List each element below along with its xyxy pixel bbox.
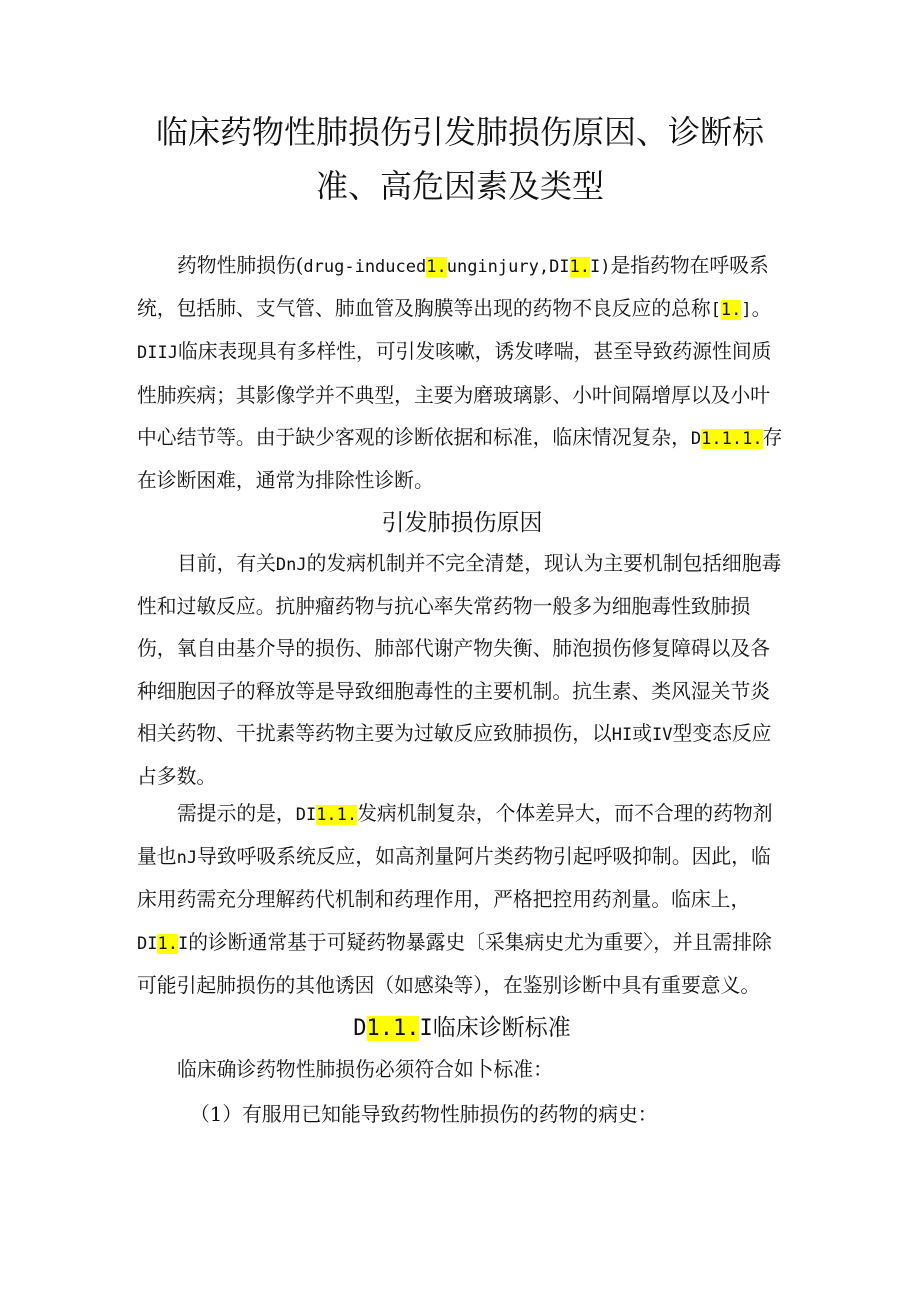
text-run: nJ (176, 848, 198, 869)
text-run: 存在诊断困难，通常为排除性诊断。 (137, 425, 783, 493)
highlighted-ref: 1.1. (366, 1016, 420, 1041)
text-run: 临床表现具有多样性，可引发咳嗽，诱发哮喘，甚至导致药源性间质性肺疾病；其影像学并不典型，主要为磨玻璃影、小叶间隔增厚以及小叶中心结节等。由于缺少客观的诊断依据和标准，临床情况复杂， (137, 340, 772, 449)
text-run: ] (741, 300, 752, 321)
text-run: 的发病机制并不完全清楚，现认为主要机制包括细胞毒性和过敏反应。抗肿瘤药物与抗心率失常药物一般多为细胞毒性致肺损伤，氧自由基介导的损伤、肺部代谢产物失衡、肺泡损伤修复障碍以及各种细胞因子的释放等是导致细胞毒性的主要机制。抗生素、类风湿关节炎相关药物、干扰素等药物主要为过敏反应致肺损伤，以 (137, 552, 782, 745)
text-run: 需提示的是， (177, 802, 296, 825)
text-run: 的诊断通常基于可疑药物暴露史〔采集病史尤为重要〉，并且需排除可能引起肺损伤的其他诱因（如感染等），在鉴别诊断中具有重要意义。 (137, 930, 772, 997)
text-run: DI (137, 933, 158, 954)
text-run: 临床诊断标准 (432, 1015, 571, 1041)
text-run: D (353, 1016, 367, 1041)
highlighted-ref: 1. (720, 300, 742, 321)
document-title: 临床药物性肺损伤引发肺损伤原因、诊断标准、高危因素及类型 (155, 113, 764, 205)
highlighted-ref: 1. (426, 257, 447, 277)
diagnosis-intro: 临床确诊药物性肺损伤必须符合如卜标准： (177, 1058, 553, 1081)
highlighted-ref: 1.1. (316, 805, 358, 825)
highlighted-ref: 1. (157, 933, 178, 954)
text-run: [ (710, 300, 721, 321)
text-run: 或 (632, 721, 653, 745)
text-run: 是指药物在呼吸系统，包括肺、支气管、肺血管及胸膜等出现的药物不良反应的总称 (137, 254, 769, 321)
criterion-item-1: （1）有服用已知能导致药物性肺损伤的药物的病史： (190, 1103, 658, 1126)
text-run: HI (611, 724, 633, 745)
causes-paragraph-1 (137, 543, 787, 798)
text-run: 目前，有关 (177, 552, 276, 575)
text-run: I) (590, 257, 611, 277)
text-run: drug-induced (303, 257, 427, 277)
intro-paragraph (137, 245, 787, 502)
text-run: IV (652, 724, 673, 745)
text-run: 。 (751, 297, 772, 321)
causes-paragraph-2 (137, 793, 787, 1007)
text-run: DnJ (275, 555, 307, 575)
text-run: 发病机制复杂，个体差异大，而不合理的药物剂量也 (137, 802, 773, 869)
text-run: 导致呼吸系统反应，如高剂量阿片类药物引起呼吸抑制。因此，临床用药需充分理解药代机制和药理作用，严格把控用药剂量。临床上， (137, 845, 771, 912)
text-run: DI (295, 805, 317, 825)
highlighted-ref: 1.1.1. (701, 428, 763, 449)
text-run: I (177, 933, 189, 954)
section-heading-diagnosis (137, 1010, 787, 1047)
highlighted-ref: 1. (569, 257, 591, 277)
text-run: 药物性肺损伤( (177, 254, 304, 277)
text-run: unginjury,DI (446, 257, 570, 277)
section-heading-causes: 引发肺损伤原因 (381, 510, 543, 536)
text-run: DIIJ (137, 343, 178, 364)
text-run: D (690, 428, 702, 449)
text-run: 型变态反应占多数。 (137, 721, 772, 789)
text-run: I (419, 1016, 433, 1041)
